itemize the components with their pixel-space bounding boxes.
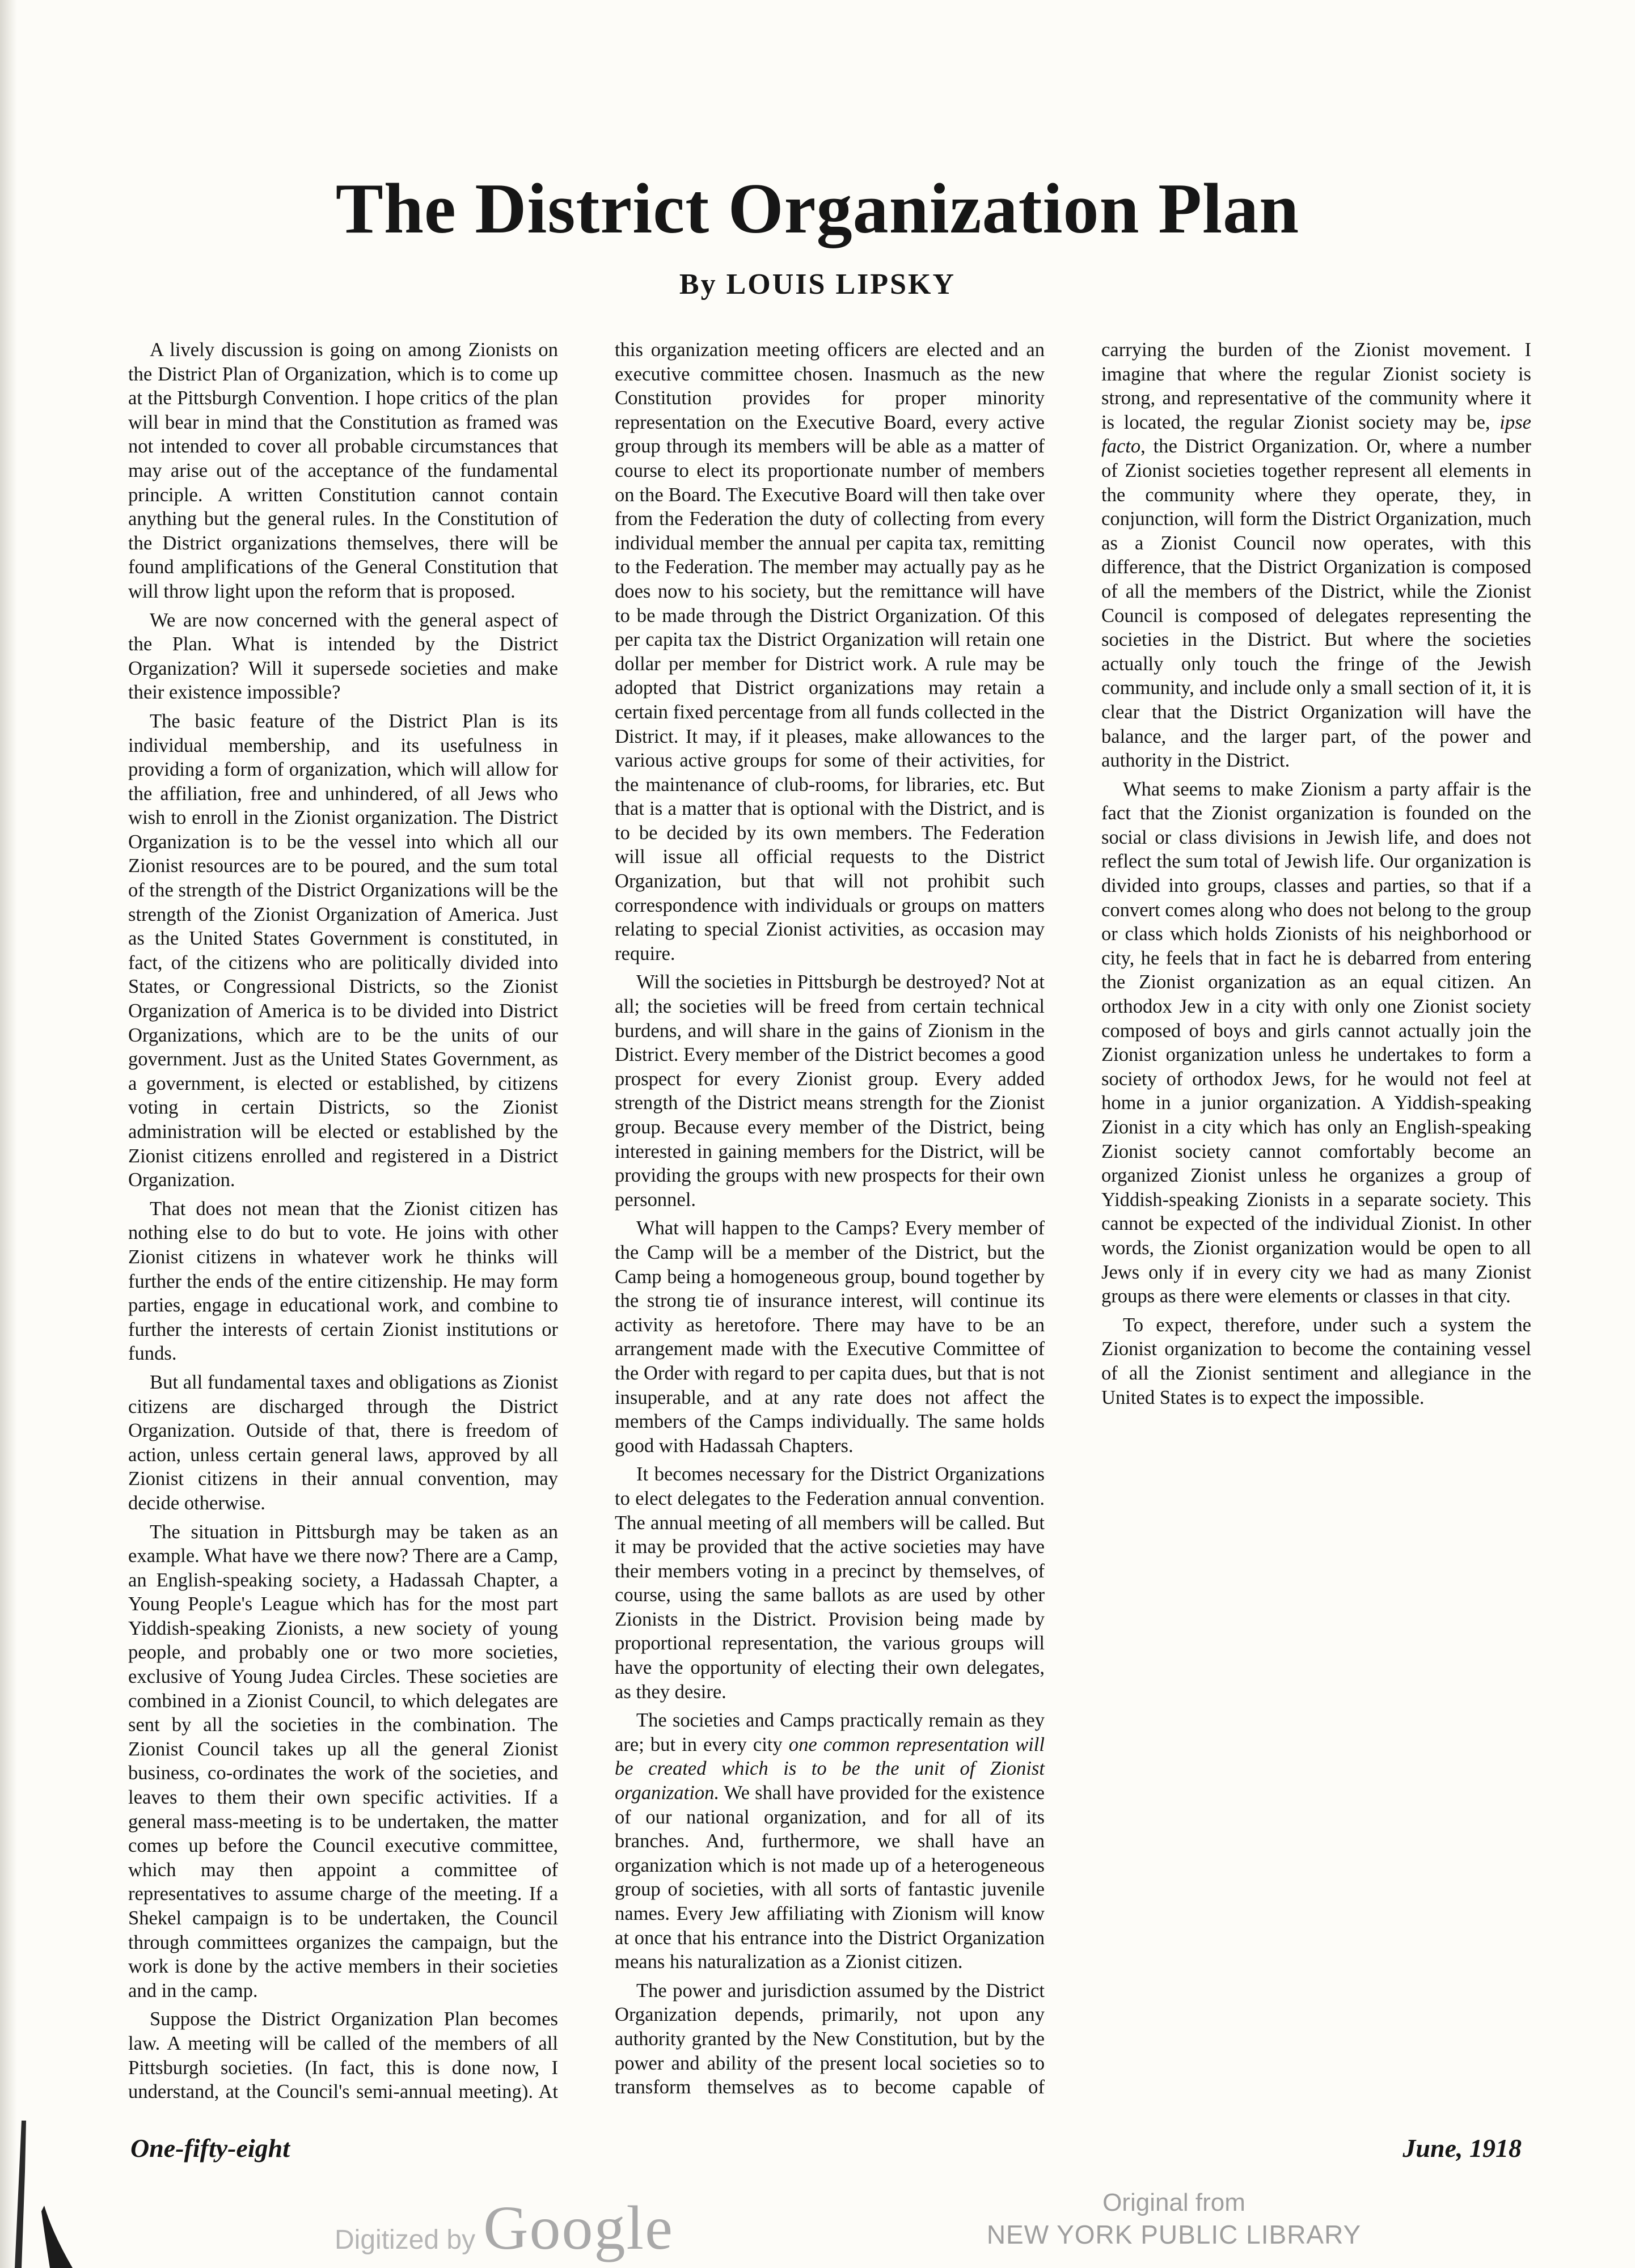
article-title: The District Organization Plan xyxy=(335,170,1300,248)
page-number-label: One-fifty-eight xyxy=(130,2134,290,2163)
body-paragraph: The basic feature of the District Plan is its individual membership, and its usefulness in providing a form of organization, which will allow for the affiliation, free and unhindered, of all Jews who wish to enroll in the Zionist organization. The District Organization is to be the vessel into which all our Zionist resources are to be poured, and the sum total of the strength of the District Organizations will be the strength of the Zionist Organization of America. Just as the United States Government is constituted, in fact, of the citizens who are politically divided into States, or Congressional Districts, so the Zionist Organization of America is to be divided into District Organizations, which are to be the units of our government. Just as the United States Government, as a government, is elected or established, by citizens voting in certain Districts, so the Zionist administration will be elected or established by the Zionist citizens enrolled and registered in a District Organization. xyxy=(128,710,558,1191)
body-paragraph: What seems to make Zionism a party affair is the fact that the Zionist organization is founded on the social or class divisions in Jewish life, and does not reflect the sum total of Jewish life. Our organization is divided into groups, classes and parties, so that if a convert comes along who does not belong to the group or class which holds Zionists of his neighborhood or city, he feels that in fact he is debarred from entering the Zionist organization as an equal citizen. An orthodox Jew in a city with only one Zionist society composed of boys and girls cannot actually join the Zionist organization unless he undertakes to form a society of orthodox Jews, for he would not feel at home in a junior organization. A Yiddish-speaking Zionist in a city which has only an English-speaking Zionist society cannot comfortably become an organized Zionist unless he organizes a group of Yiddish-speaking Zionists in a separate society. This cannot be expected of the individual Zionist. In other words, the Zionist organization would be open to all Jews only if in every city we had as many Zionist groups as there were elements or classes in that city. xyxy=(1101,778,1531,1308)
body-paragraph: That does not mean that the Zionist citizen has nothing else to do but to vote. He joins with other Zionist citizens in whatever work he thinks will further the ends of the entire citizenship. He may form parties, engage in educational work, and combine to further the interests of certain Zionist institutions or funds. xyxy=(128,1198,558,1365)
text-run: The power and jurisdiction assumed by the District Organization depends, primarily, not upon any authority granted by the New Constitution, but by the power and ability of the present local societies so to transform themselves as to become capable of carrying the burden of the Zionist movement. I imagine that where the regular Zionist society is strong, and representative of the community where it is located, the regular Zionist society may be, xyxy=(615,339,1531,2098)
page-edge-shadow xyxy=(0,0,17,2268)
issue-date: June, 1918 xyxy=(1402,2134,1522,2163)
italic-emphasis: one common representation will be created which is to be the unit of Zionist organization. xyxy=(615,1733,1045,1804)
italic-emphasis: ipse facto xyxy=(1101,411,1531,458)
article-byline: By LOUIS LIPSKY xyxy=(679,268,956,301)
digitized-by-watermark xyxy=(335,2192,674,2264)
text-run: The societies and Camps practically remain as they are; but in every city xyxy=(615,1710,1045,1755)
body-paragraph: It becomes necessary for the District Organizations to elect delegates to the Federation annual convention. The annual meeting of all members will be called. But it may be provided that the active societies may have their members voting in a precinct by themselves, of course, using the same ballots as are used by other Zionists in the District. Provision being made by proportional representation, the various groups will have the opportunity of electing their own delegates, as they desire. xyxy=(615,1463,1045,1703)
google-logo: Google xyxy=(483,2193,674,2262)
text-run: , the District Organization. Or, where a number of Zionist societies together represent all elements in the community where they operate, they, in conjunction, will form the District Organization, much as a Zionist Council now operates, with this difference, that the District Organization is composed of all the members of the District, while the Zionist Council is composed of delegates representing the societies in the District. But where the societies actually only touch the fringe of the Jewish community, and include only a small section of it, it is clear that the District Organization will have the balance, and the larger part, of the power and authority in the District. xyxy=(1101,435,1531,772)
body-paragraph: We are now concerned with the general aspect of the Plan. What is intended by the District Organization? Will it supersede societies and make their existence impossible? xyxy=(128,609,558,704)
text-run: We shall have provided for the existence of our national organization, and for all of its branches. And, furthermore, we shall have an organization which is not made up of a heterogeneous group of societies, with all sorts of fantastic juvenile names. Every Jew affiliating with Zionism will know at once that his entrance into the District Organization means his naturalization as a Zionist citizen. xyxy=(615,1782,1045,1973)
body-paragraph: To expect, therefore, under such a system the Zionist organization to become the containing vessel of all the Zionist sentiment and allegiance in the United States is to expect the impossible. xyxy=(1101,1314,1531,1408)
body-paragraph: What will happen to the Camps? Every member of the Camp will be a member of the District, but the Camp being a homogeneous group, bound together by the strong tie of insurance interest, will continue its activity as heretofore. There may have to be an arrangement made with the Executive Committee of the Order with regard to per capita dues, but that is not insuperable, and at any rate does not affect the members of the Camps individually. The same holds good with Hadassah Chapters. xyxy=(615,1217,1045,1457)
body-paragraph: But all fundamental taxes and obligations as Zionist citizens are discharged through the District Organization. Outside of that, there is freedom of action, unless certain general laws, approved by all Zionist citizens in their annual convention, may decide otherwise. xyxy=(128,1371,558,1514)
digitized-text: Digitized by xyxy=(335,2225,476,2255)
article-body xyxy=(128,338,1531,2107)
body-paragraph: A lively discussion is going on among Zionists on the District Plan of Organization, which is to come up at the Pittsburgh Convention. I hope critics of the plan will bear in mind that the Constitution as framed was not intended to cover all probable circumstances that may arise out of the acceptance of the fundamental principle. A written Constitution cannot contain anything but the general rules. In the Constitution of the District organizations themselves, there will be found amplifications of the General Constitution that will throw light upon the reform that is proposed. xyxy=(128,339,558,602)
body-paragraph: The situation in Pittsburgh may be taken as an example. What have we there now? There are a Camp, an English-speaking society, a Hadassah Chapter, a Young People's League which has for the most part Yiddish-speaking Zionists, a new society of young people, and probably one or two more societies, exclusive of Young Judea Circles. These societies are combined in a Zionist Council, to which delegates are sent by all the societies in the combination. The Zionist Council takes up all the general Zionist business, co-ordinates the work of the societies, and leaves to them their own specific activities. If a general mass-meeting is to be undertaken, the matter comes up before the Council executive committee, which may then appoint a committee of representatives to assume charge of the meeting. If a Shekel campaign is to be undertaken, the Council through committees organizes the campaign, but the work is done by the active members in their societies and in the camp. xyxy=(128,1521,558,2002)
body-paragraph: Suppose the District Organization Plan becomes law. A meeting will be called of the members of all Pittsburgh societies. (In fact, this is done now, I understand, at the Council's semi-annual meeting). At this organization meeting officers are elected and an executive committee chosen. Inasmuch as the new Constitution provides for proper minority representation on the Executive Board, every active group through its members will be able as a matter of course to elect its proportionate number of members on the Board. The Executive Board will then take over from the Federation the duty of collecting from every individual member the annual per capita tax, remitting to the Federation. The member may actually pay as he does now to his society, but the remittance will have to be made through the District Organization. Of this per capita tax the District Organization will retain one dollar per member for District work. A rule may be adopted that District organizations may retain a certain fixed percentage from all funds collected in the District. It may, if it pleases, make allowances to the various active groups for some of their activities, for the maintenance of club-rooms, for libraries, etc. But that is a matter that is optional with the District, and is to be decided by its own members. The Federation will issue all official requests to the District Organization, but that will not prohibit such correspondence with individuals or groups on matters relating to special Zionist activities, as occasion may require. xyxy=(128,339,1045,2103)
library-name: NEW YORK PUBLIC LIBRARY xyxy=(986,2220,1362,2249)
original-from-text: Original from xyxy=(1102,2189,1245,2216)
source-library-watermark xyxy=(975,2189,1372,2250)
page-corner-scan-artifact xyxy=(10,2121,78,2268)
body-paragraph xyxy=(615,1708,1045,1974)
body-paragraph: Will the societies in Pittsburgh be destroyed? Not at all; the societies will be freed from certain technical burdens, and will share in the gains of Zionism in the District. Every member of the District becomes a good prospect for every Zionist group. Every added strength of the District means strength for the Zionist group. Because every member of the District, being interested in gaining members for the District, will be providing the groups with new prospects for their own personnel. xyxy=(615,971,1045,1211)
